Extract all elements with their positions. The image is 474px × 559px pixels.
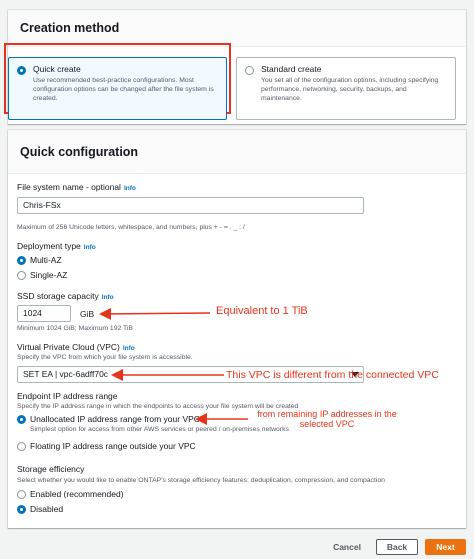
ssd-annotation: Equivalent to 1 TiB — [216, 305, 308, 317]
storage-efficiency-hint: Select whether you would like to enable ONTAP's storage efficiency features: deduplication, compression, and compaction — [17, 477, 385, 484]
quick-configuration-title: Quick configuration — [8, 130, 466, 174]
vpc-annotation: This VPC is different from the connected VPC — [226, 369, 439, 381]
fs-name-label — [17, 182, 136, 192]
storage-efficiency-disabled-option[interactable] — [17, 504, 63, 514]
quick-create-radio[interactable] — [17, 66, 26, 75]
vpc-label — [17, 342, 135, 352]
storage-efficiency-enabled-option[interactable] — [17, 489, 124, 499]
deployment-multi-az-option[interactable] — [17, 255, 62, 265]
creation-method-title: Creation method — [8, 10, 466, 47]
fs-name-label-text: File system name - optional — [17, 182, 121, 192]
storage-efficiency-disabled-radio[interactable] — [17, 505, 26, 514]
deployment-single-az-option[interactable] — [17, 270, 67, 280]
endpoint-unallocated-option[interactable] — [17, 414, 200, 424]
vpc-hint: Specify the VPC from which your file system is accessible. — [17, 354, 193, 361]
fs-name-input[interactable]: Chris-FSx — [17, 197, 364, 214]
endpoint-annotation — [252, 409, 402, 429]
storage-efficiency-label: Storage efficiency — [17, 464, 85, 474]
deployment-type-label — [17, 241, 96, 251]
endpoint-ip-label: Endpoint IP address range — [17, 391, 118, 401]
ssd-capacity-label-text: SSD storage capacity — [17, 291, 99, 301]
endpoint-unallocated-label: Unallocated IP address range from your VPC — [30, 414, 200, 424]
quick-create-description: Use recommended best-practice configurations. Most configuration options can be changed after the file system is created. — [33, 77, 214, 102]
ssd-capacity-unit: GiB — [80, 309, 95, 319]
storage-efficiency-disabled-label: Disabled — [30, 504, 64, 514]
next-button[interactable]: Next — [425, 539, 466, 555]
endpoint-annotation-line2: selected VPC — [299, 419, 355, 429]
quick-create-title: Quick create — [33, 64, 81, 74]
ssd-capacity-input[interactable]: 1024 — [17, 305, 71, 322]
deployment-type-label-text: Deployment type — [17, 241, 81, 251]
storage-efficiency-enabled-radio[interactable] — [17, 490, 26, 499]
standard-create-title: Standard create — [261, 64, 322, 74]
fs-name-info-link[interactable]: Info — [123, 185, 136, 192]
single-az-radio[interactable] — [17, 271, 26, 280]
multi-az-radio[interactable] — [17, 256, 26, 265]
endpoint-floating-option[interactable] — [17, 441, 196, 451]
ssd-capacity-hint: Minimum 1024 GiB; Maximum 192 TiB — [17, 325, 133, 332]
endpoint-unallocated-radio[interactable] — [17, 415, 26, 424]
ssd-capacity-label — [17, 291, 114, 301]
vpc-info-link[interactable]: Info — [122, 345, 135, 352]
vpc-select-value: SET EA | vpc-6adff70c — [23, 369, 109, 379]
endpoint-unallocated-desc: Simplest option for access from other AWS services or peered / on-premises networks — [30, 426, 289, 433]
standard-create-description: You set all of the configuration options, including specifying performance, networking, security, backups, and maintenance. — [261, 77, 439, 102]
single-az-label: Single-AZ — [30, 270, 68, 280]
deployment-type-info-link[interactable]: Info — [83, 244, 96, 251]
storage-efficiency-enabled-label: Enabled (recommended) — [30, 489, 124, 499]
cancel-button[interactable]: Cancel — [333, 542, 361, 552]
endpoint-floating-label: Floating IP address range outside your VPC — [30, 441, 196, 451]
endpoint-floating-radio[interactable] — [17, 442, 26, 451]
standard-create-radio[interactable] — [245, 66, 254, 75]
ssd-capacity-info-link[interactable]: Info — [101, 294, 114, 301]
fs-name-hint: Maximum of 256 Unicode letters, whitespace, and numbers, plus + - = . _ : / — [17, 224, 245, 231]
multi-az-label: Multi-AZ — [30, 255, 62, 265]
standard-create-tile[interactable] — [236, 57, 456, 120]
vpc-label-text: Virtual Private Cloud (VPC) — [17, 342, 120, 352]
endpoint-annotation-line1: from remaining IP addresses in the — [257, 409, 397, 419]
quick-create-tile[interactable] — [8, 57, 227, 120]
back-button[interactable]: Back — [376, 539, 418, 555]
endpoint-ip-hint: Specify the IP address range in which the endpoints to access your file system will be created — [17, 403, 299, 410]
